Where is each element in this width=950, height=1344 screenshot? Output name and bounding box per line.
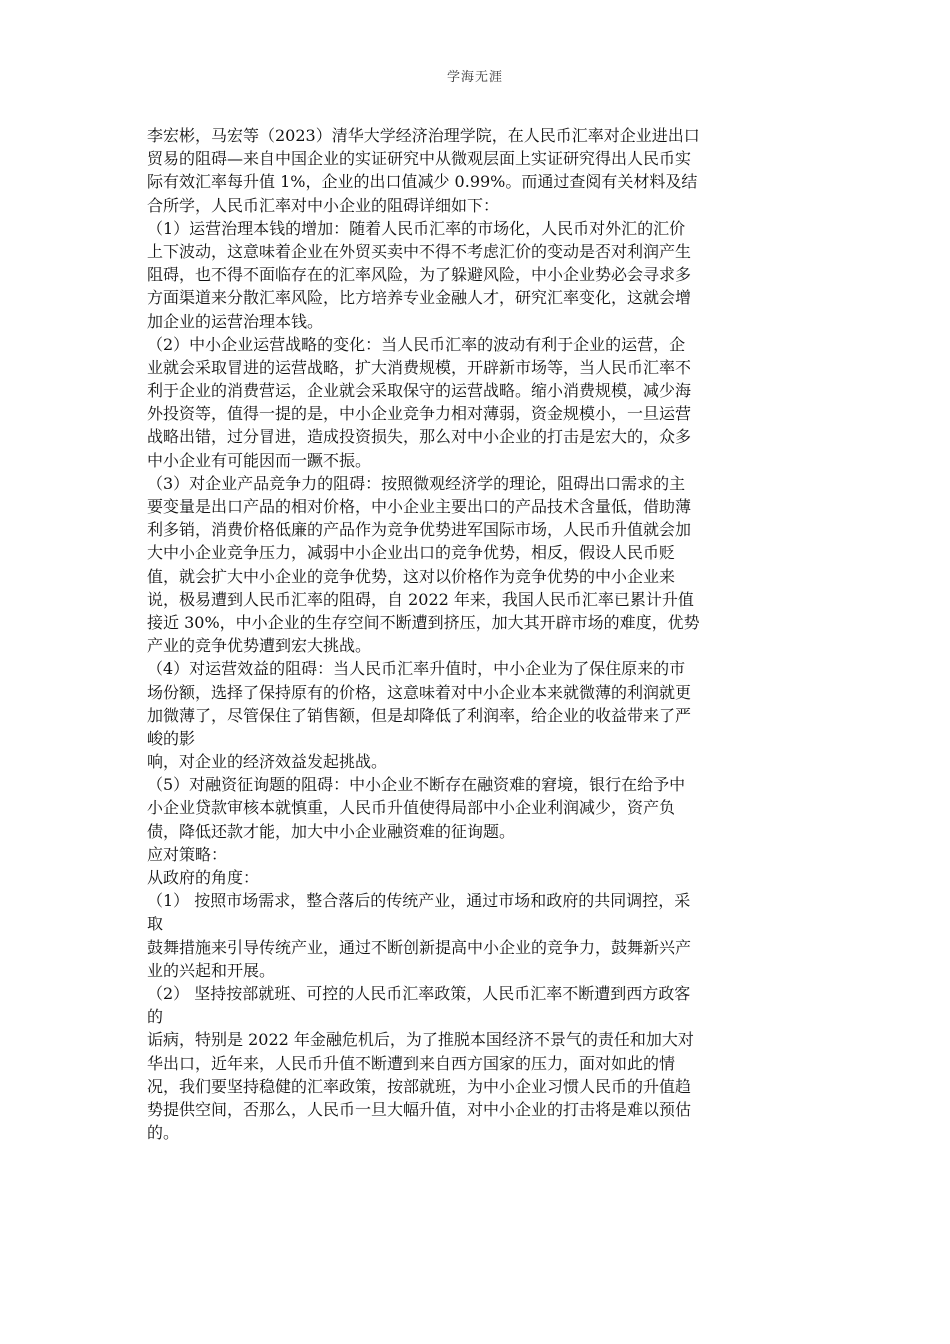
text-line: 值，就会扩大中小企业的竞争优势，这对以价格作为竞争优势的中小企业来	[147, 566, 676, 586]
text-line: 贸易的阻碍—来自中国企业的实证研究中从微观层面上实证研究得出人民币实	[147, 149, 692, 169]
text-line: 利多销，消费价格低廉的产品作为竞争优势进军国际市场，人民币升值就会加	[147, 520, 692, 540]
text-line: 应对策略：	[147, 844, 228, 864]
text-line: （1） 按照市场需求，整合落后的传统产业，通过市场和政府的共同调控，采	[147, 891, 691, 911]
text-line: 阻碍，也不得不面临存在的汇率风险，为了躲避风险，中小企业势必会寻求多	[147, 265, 692, 285]
text-line: （1）运营治理本钱的增加：随着人民币汇率的市场化，人民币对外汇的汇价	[147, 218, 686, 238]
page-header: 学海无涯	[446, 70, 503, 85]
text-line: 方面渠道来分散汇率风险，比方培养专业金融人才，研究汇率变化，这就会增	[147, 288, 692, 308]
text-line: 小企业贷款审核本就慎重，人民币升值使得局部中小企业利润减少，资产负	[147, 798, 676, 818]
text-line: 峻的影	[147, 728, 196, 748]
text-line: 场份额，选择了保持原有的价格，这意味着对中小企业本来就微薄的利润就更	[147, 682, 692, 702]
text-line: 势提供空间，否那么，人民币一旦大幅升值，对中小企业的打击将是难以预估	[147, 1099, 692, 1119]
text-line: 业就会采取冒进的运营战略，扩大消费规模，开辟新市场等，当人民币汇率不	[147, 357, 692, 377]
text-line: （5）对融资征询题的阻碍：中小企业不断存在融资难的窘境，银行在给予中	[147, 775, 686, 795]
text-line: （4）对运营效益的阻碍：当人民币汇率升值时，中小企业为了保住原来的市	[147, 659, 686, 679]
text-line: （2）中小企业运营战略的变化：当人民币汇率的波动有利于企业的运营，企	[147, 334, 686, 354]
text-line: 的	[147, 1007, 164, 1027]
text-line: 说，极易遭到人民币汇率的阻碍，自 2022 年来，我国人民币汇率已累计升值	[147, 589, 694, 609]
text-line: 战略出错，过分冒进，造成投资损失，那么对中小企业的打击是宏大的，众多	[147, 427, 692, 447]
text-line: 接近 30%，中小企业的生存空间不断遭到挤压，加大其开辟市场的难度，优势	[147, 612, 700, 632]
text-line: 的。	[147, 1123, 180, 1143]
text-line: 李宏彬，马宏等（2023）清华大学经济治理学院，在人民币汇率对企业进出口	[147, 126, 700, 145]
text-line: 利于企业的消费营运，企业就会采取保守的运营战略。缩小消费规模，减少海	[147, 381, 692, 401]
text-line: 鼓舞措施来引导传统产业，通过不断创新提高中小企业的竞争力，鼓舞新兴产	[147, 937, 692, 957]
document-body	[147, 124, 807, 1144]
text-line: 产业的竞争优势遭到宏大挑战。	[147, 636, 372, 656]
text-line: 加企业的运营治理本钱。	[147, 311, 324, 331]
text-line: 诟病，特别是 2022 年金融危机后，为了推脱本国经济不景气的责任和加大对	[147, 1030, 694, 1050]
text-line: （3）对企业产品竞争力的阻碍：按照微观经济学的理论，阻碍出口需求的主	[147, 473, 686, 493]
text-line: 大中小企业竞争压力，减弱中小企业出口的竞争优势，相反，假设人民币贬	[147, 543, 676, 563]
text-line: 况，我们要坚持稳健的汇率政策，按部就班，为中小企业习惯人民币的升值趋	[147, 1076, 692, 1096]
text-line: 要变量是出口产品的相对价格，中小企业主要出口的产品技术含量低，借助薄	[147, 497, 692, 516]
text-line: 合所学，人民币汇率对中小企业的阻碍详细如下：	[147, 195, 500, 215]
text-line: 上下波动，这意味着企业在外贸买卖中不得不考虑汇价的变动是否对利润产生	[147, 241, 692, 261]
text-line: 业的兴起和开展。	[147, 960, 276, 980]
text-line: 华出口，近年来，人民币升值不断遭到来自西方国家的压力，面对如此的情	[147, 1053, 676, 1073]
text-line: 中小企业有可能因而一蹶不振。	[147, 450, 372, 470]
text-line: 响，对企业的经济效益发起挑战。	[147, 752, 388, 772]
text-line: 从政府的角度：	[147, 868, 260, 887]
text-line: 债，降低还款才能，加大中小企业融资难的征询题。	[147, 821, 516, 841]
text-line: （2） 坚持按部就班、可控的人民币汇率政策，人民币汇率不断遭到西方政客	[147, 983, 691, 1003]
text-line: 加微薄了，尽管保住了销售额，但是却降低了利润率，给企业的收益带来了严	[147, 705, 692, 725]
text-line: 取	[147, 914, 164, 934]
text-line: 际有效汇率每升值 1%，企业的出口值减少 0.99%。而通过查阅有关材料及结	[147, 172, 698, 192]
text-line: 外投资等，值得一提的是，中小企业竞争力相对薄弱，资金规模小，一旦运营	[147, 404, 692, 424]
